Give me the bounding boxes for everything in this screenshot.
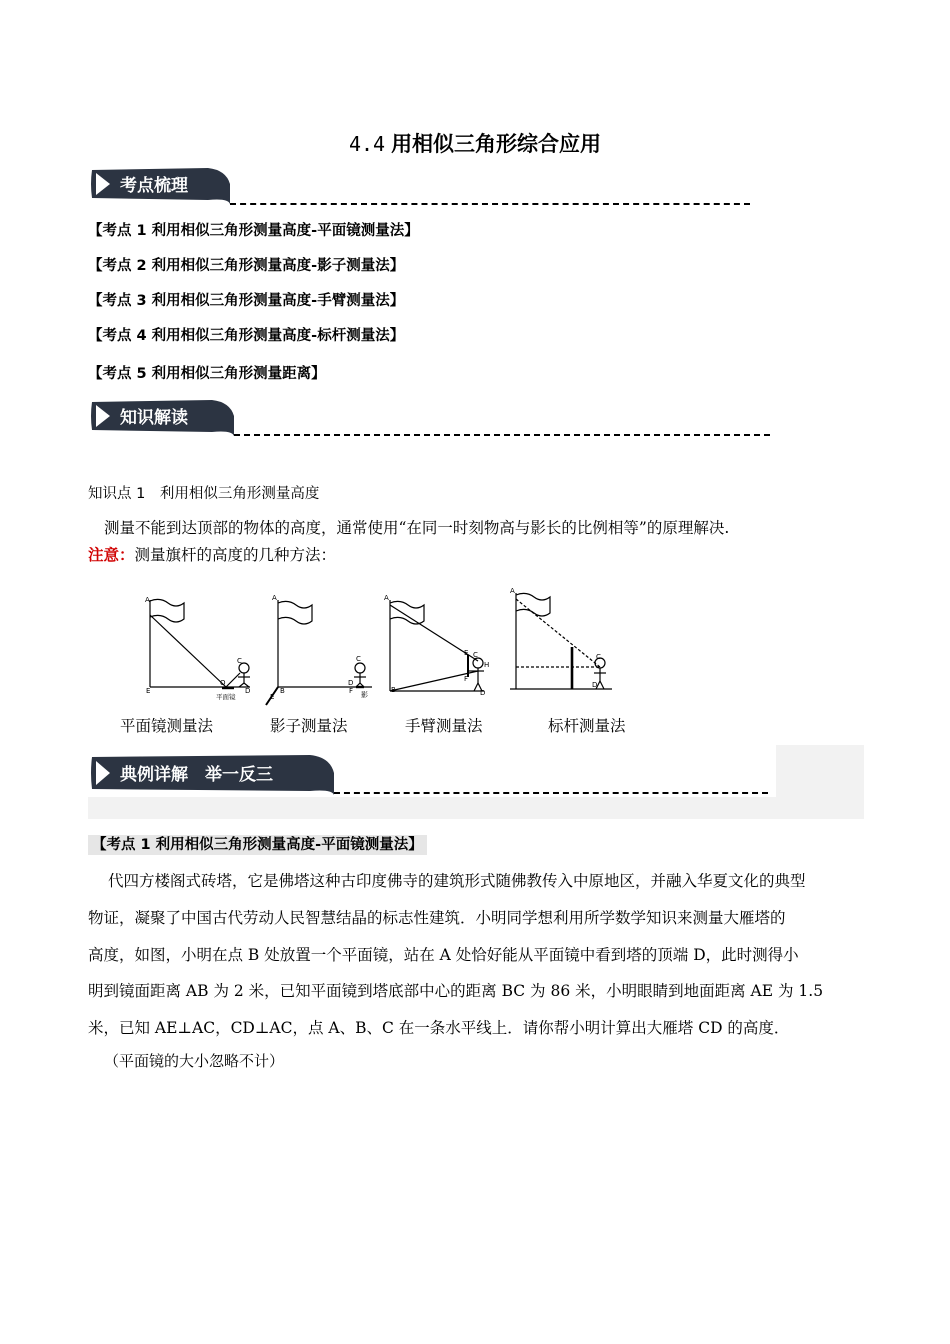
figure-label-arm: 手臂测量法 [405, 717, 483, 735]
point-c-1: C [237, 657, 242, 665]
point-e-3: E [464, 649, 469, 657]
point-d-1: D [245, 687, 251, 695]
knowledge-heading: 知识点 1 利用相似三角形测量高度 [88, 486, 320, 502]
point-e-2: E [270, 693, 275, 701]
person-head-2 [355, 663, 365, 673]
knowledge-banner [88, 396, 234, 436]
outline-banner-text: 考点梳理 [120, 176, 188, 196]
point-a-1: A [145, 596, 150, 604]
knowledge-banner-text: 知识解读 [120, 408, 188, 428]
knowledge-banner-shape [88, 396, 234, 436]
point-f-2: F [349, 687, 354, 695]
point-c-4: C [596, 653, 601, 661]
examples-banner-text: 典例详解 举一反三 [120, 765, 273, 785]
person-head-3 [473, 658, 483, 668]
divider-dashed [230, 203, 750, 205]
note-label: 注意： [88, 546, 135, 564]
outline-banner [88, 164, 230, 204]
example-tag-text: 【考点 1 利用相似三角形测量高度-平面镜测量法】 [88, 835, 427, 855]
example-line-3: 高度，如图，小明在点 B 处放置一个平面镜，站在 A 处恰好能从平面镜中看到塔的顶端 D，此时测得小 [88, 945, 799, 964]
example-line-4: 明到镜面距离 AB 为 2 米，已知平面镜到塔底部中心的距离 BC 为 86 米，小明眼睛到地面距离 AE 为 1.5 [88, 982, 824, 1001]
point-e-1: E [146, 687, 151, 695]
point-b-2: B [280, 687, 285, 695]
figures-diagram [100, 585, 660, 710]
point-d-4: D [592, 681, 598, 689]
examples-banner [88, 751, 334, 795]
example-tag [88, 833, 427, 854]
point-f-3: F [464, 675, 469, 683]
outline-item-1: 【考点 1 利用相似三角形测量高度-平面镜测量法】 [88, 223, 419, 239]
figures-row [100, 585, 660, 710]
point-o-1: O [220, 679, 226, 687]
point-d-2: D [348, 679, 354, 687]
example-line-2: 物证，凝聚了中国古代劳动人民智慧结晶的标志性建筑．小明同学想利用所学数学知识来测量大雁塔的 [88, 908, 786, 927]
outline-item-5: 【考点 5 利用相似三角形测量距离】 [88, 366, 326, 382]
figure-label-mirror: 平面镜测量法 [120, 717, 214, 735]
knowledge-note [88, 543, 336, 567]
flag-icon [150, 599, 184, 622]
flag-icon [278, 601, 312, 624]
outline-item-3: 【考点 3 利用相似三角形测量高度-手臂测量法】 [88, 293, 405, 309]
examples-banner-shape [88, 751, 334, 795]
ray-1a [150, 615, 226, 687]
point-d-3: D [480, 689, 486, 697]
example-paragraph [88, 863, 864, 1075]
divider-dashed [234, 434, 770, 436]
outline-banner-shape [88, 164, 230, 204]
outline-item-4: 【考点 4 利用相似三角形测量高度-标杆测量法】 [88, 328, 405, 344]
example-line-1: 代四方楼阁式砖塔，它是佛塔这种古印度佛寺的建筑形式随佛教传入中原地区，并融入华夏文化的典型 [108, 872, 806, 890]
example-line-5: 米，已知 AE⊥AC，CD⊥AC，点 A、B、C 在一条水平线上．请你帮小明计算出大雁塔 CD 的高度． [88, 1019, 790, 1038]
divider-dashed [334, 792, 768, 794]
point-c-3: C [473, 651, 478, 659]
mirror-tag: 平面镜 [216, 693, 236, 701]
figure-label-pole: 标杆测量法 [548, 717, 626, 735]
title-text: 用相似三角形综合应用 [391, 132, 602, 156]
sight-line-4 [516, 599, 600, 667]
title-number: 4.4 [348, 132, 386, 156]
knowledge-text: 测量不能到达顶部的物体的高度，通常使用“在同一时刻物高与影长的比例相等”的原理解决. [104, 519, 730, 537]
figure-label-shadow: 影子测量法 [270, 717, 348, 735]
point-a-3: A [384, 594, 389, 602]
point-a-2: A [272, 594, 277, 602]
point-c-2: C [356, 655, 361, 663]
flag-icon [390, 601, 424, 624]
outline-item-2: 【考点 2 利用相似三角形测量高度-影子测量法】 [88, 258, 405, 274]
page-title [0, 128, 950, 158]
note-text: 测量旗杆的高度的几种方法： [134, 546, 337, 564]
point-a-4: A [510, 587, 515, 595]
shadow-tag: 影 [361, 691, 368, 699]
example-line-6: （平面镜的大小忽略不计） [104, 1051, 285, 1070]
ray-1b [226, 673, 240, 687]
point-h-3: H [484, 661, 490, 669]
point-b-3: B [391, 686, 396, 694]
